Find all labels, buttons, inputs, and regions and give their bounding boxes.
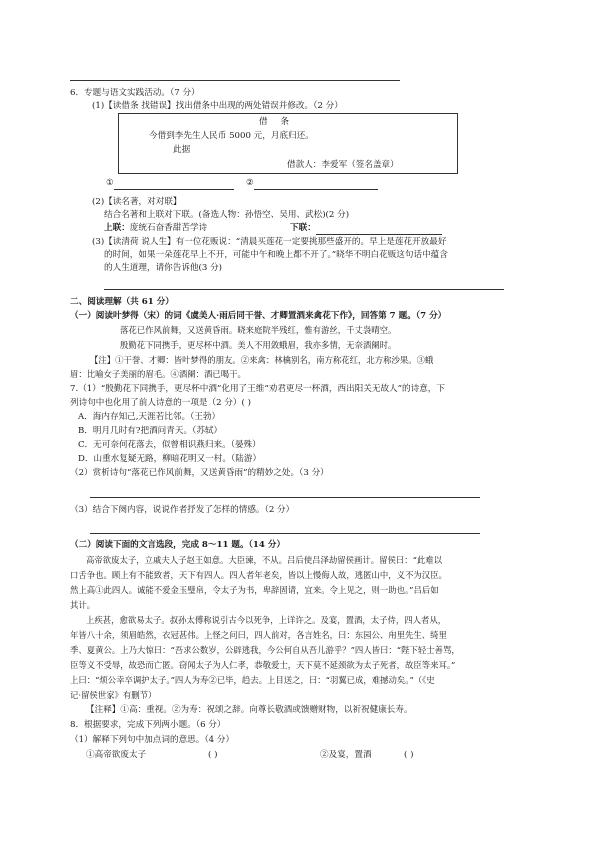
q8-answer-paren-1[interactable]: ( ) xyxy=(208,750,218,760)
classical-line-5: 上疾甚，愈欲易太子。叔孙太傅称说引古今以死争，上详许之。及宴，置酒，太子侍，四人者从， xyxy=(86,615,447,625)
loan-note-title: 借 条 xyxy=(259,117,289,127)
q7-option-a[interactable]: A．海内存知己,天涯若比邻。（王勃） xyxy=(78,412,221,422)
part2-heading: 二、阅读理解（共 61 分） xyxy=(70,297,174,307)
answer-blank-2[interactable] xyxy=(254,180,378,190)
q8-answer-paren-2[interactable]: ( ) xyxy=(404,750,414,760)
section1-heading: （一）阅读叶梦得（宋）的词《虞美人·雨后同干誉、才卿置酒来禽花下作》，回答第 7 题。（7 分） xyxy=(70,311,447,321)
classical-line-3: 然上高①此四人。诚能不爱金玉璧帛，令太子为书，卑辞固请，宜来。令上见之，则一助也。”吕后如 xyxy=(70,585,439,595)
q7-part3-answer-line[interactable] xyxy=(90,533,480,534)
q7-part3: （3）结合下阕内容，说说作者抒发了怎样的情感。（2 分） xyxy=(70,505,295,515)
q6-answer-1 xyxy=(106,178,234,190)
classical-line-10: 记·留侯世家》有删节） xyxy=(70,690,157,700)
q7-line-1: 7.（1）“殷勤花下同携手，更尽杯中酒”化用了王维“劝君更尽一杯酒，西出阳关无故人”的诗意，下 xyxy=(70,384,445,394)
section2-heading: （二）阅读下面的文言选段，完成 8～11 题。（14 分） xyxy=(70,540,286,550)
blank-label-2: ② xyxy=(246,178,254,188)
q7-line-2: 列诗句中也化用了前人诗意的一项是（2 分）( ) xyxy=(70,398,251,408)
q6-part3-line2: 的时间，如果一朵莲花早上不开，可能中午和晚上都不开了。”晓华不明白花贩这句话中蕴含 xyxy=(104,250,448,260)
q8-heading: 8．根据要求，完成下列两小题。（6 分） xyxy=(70,720,226,730)
q6-answer-2 xyxy=(246,178,378,190)
q6-part2-instruction: 结合名著和上联对下联。(备选人物：孙悟空、吴用、武松)(2 分) xyxy=(104,210,350,220)
q6-title: 6．专题与语文实践活动。（7 分） xyxy=(70,88,200,98)
q6-part3-line1: (3)【读清荷 说人生】有一位花贩说：“清晨买莲花一定要挑那些盛开的。早上是莲花开放最好 xyxy=(92,237,447,247)
poem-note-1: 【注】①干誉、才卿：皆叶梦得的朋友。②来禽：林檎别名，南方称花红，北方称沙果。③蛾 xyxy=(90,355,434,365)
q8-part1: （1）解释下列句中加点词的意思。（4 分） xyxy=(70,735,235,745)
classical-line-9: 上曰：“烦公幸卒调护太子。”四人为寿②已毕，趋去。上目送之，曰：“羽翼已成，难撼动矣。”（《史 xyxy=(70,675,435,685)
q6-part3-answer-line[interactable] xyxy=(104,289,504,290)
poem-line-2: 殷勤花下同携手，更尽杯中酒。美人不用敛蛾眉，我亦多情，无奈酒阑时。 xyxy=(120,340,397,350)
classical-line-7: 季、夏黄公。上乃大惊曰：“吾求公数岁，公辟逃我，今公何自从吾儿游乎？”四人皆曰：“陛下轻士善骂， xyxy=(70,645,460,655)
couplet-lower xyxy=(290,223,442,235)
classical-line-2: 口舌争也。顾上有不能致者，天下有四人。四人者年老矣，皆以上慢侮人故，逃匿山中，义不为汉臣。 xyxy=(70,570,447,580)
q7-option-d[interactable]: D．山重水复疑无路，柳暗花明又一村。（陆游） xyxy=(78,454,262,464)
couplet-upper-label: 上联： xyxy=(104,223,130,233)
couplet-upper xyxy=(104,223,207,235)
q8-item-1: ①高帝欲废太子 xyxy=(86,750,147,760)
poem-line-1: 落花已作风前舞，又送黄昏雨。晓来庭院半残红，惟有游丝，千丈袅晴空。 xyxy=(120,325,397,335)
q7-part2: （2）赏析诗句“落花已作风前舞，又送黄昏雨”的精妙之处。（3 分） xyxy=(70,468,329,478)
q7-part2-answer-line[interactable] xyxy=(90,497,480,498)
poem-note-2: 眉：比喻女子美丽的眉毛。④酒阑：酒已喝干。 xyxy=(70,369,246,379)
q6-part2-prompt: (2)【读名著，对对联】 xyxy=(92,197,182,207)
q7-option-b[interactable]: B．明月几时有?把酒问青天。（苏轼） xyxy=(78,426,223,436)
answer-line xyxy=(70,80,400,81)
loan-note-signer: 借款人：李爱军（签名盖章） xyxy=(287,160,399,170)
q8-item-2: ②及宴，置酒 xyxy=(320,750,372,760)
classical-line-8: 臣等义不受辱，故恐而亡匿。窃闻太子为人仁孝，恭敬爱士，天下莫不延颈欲为太子死者，故臣等来耳。” xyxy=(70,660,456,670)
q6-part3-line3: 的人生道理，请你告诉他(3 分) xyxy=(104,263,223,273)
couplet-upper-text: 庞统石奋香甜苦学诗 xyxy=(129,223,208,233)
classical-line-6: 年皆八十余，须眉皓然，衣冠甚伟。上怪之问曰，四人前对，各言姓名，曰：东园公、甪里先生、绮里 xyxy=(70,630,447,640)
classical-line-4: 其计。 xyxy=(70,600,96,610)
loan-note-body: 今借到李先生人民币 5000 元，月底归还。 xyxy=(149,131,314,141)
couplet-lower-label: 下联： xyxy=(290,223,316,233)
classical-annotation: 【注释】①高：重视。②为寿：祝颂之辞。向尊长敬酒或馈赠财物，以祈祝健康长寿。 xyxy=(86,705,413,715)
couplet-lower-blank[interactable] xyxy=(316,225,442,235)
blank-label-1: ① xyxy=(106,178,114,188)
loan-note-box xyxy=(118,113,458,174)
classical-line-1: 高帝欲废太子，立戚夫人子赵王如意。大臣谏，不从。吕后使吕泽劫留侯画计。留侯曰：“此难以 xyxy=(86,555,443,565)
q6-part1-prompt: (1)【读借条 找错误】找出借条中出现的两处错误并修改。（2 分） xyxy=(92,101,343,111)
answer-blank-1[interactable] xyxy=(114,180,234,190)
loan-note-signoff: 此据 xyxy=(173,145,191,155)
q7-option-c[interactable]: C．无可奈何花落去，似曾相识燕归来。（晏殊） xyxy=(78,440,261,450)
